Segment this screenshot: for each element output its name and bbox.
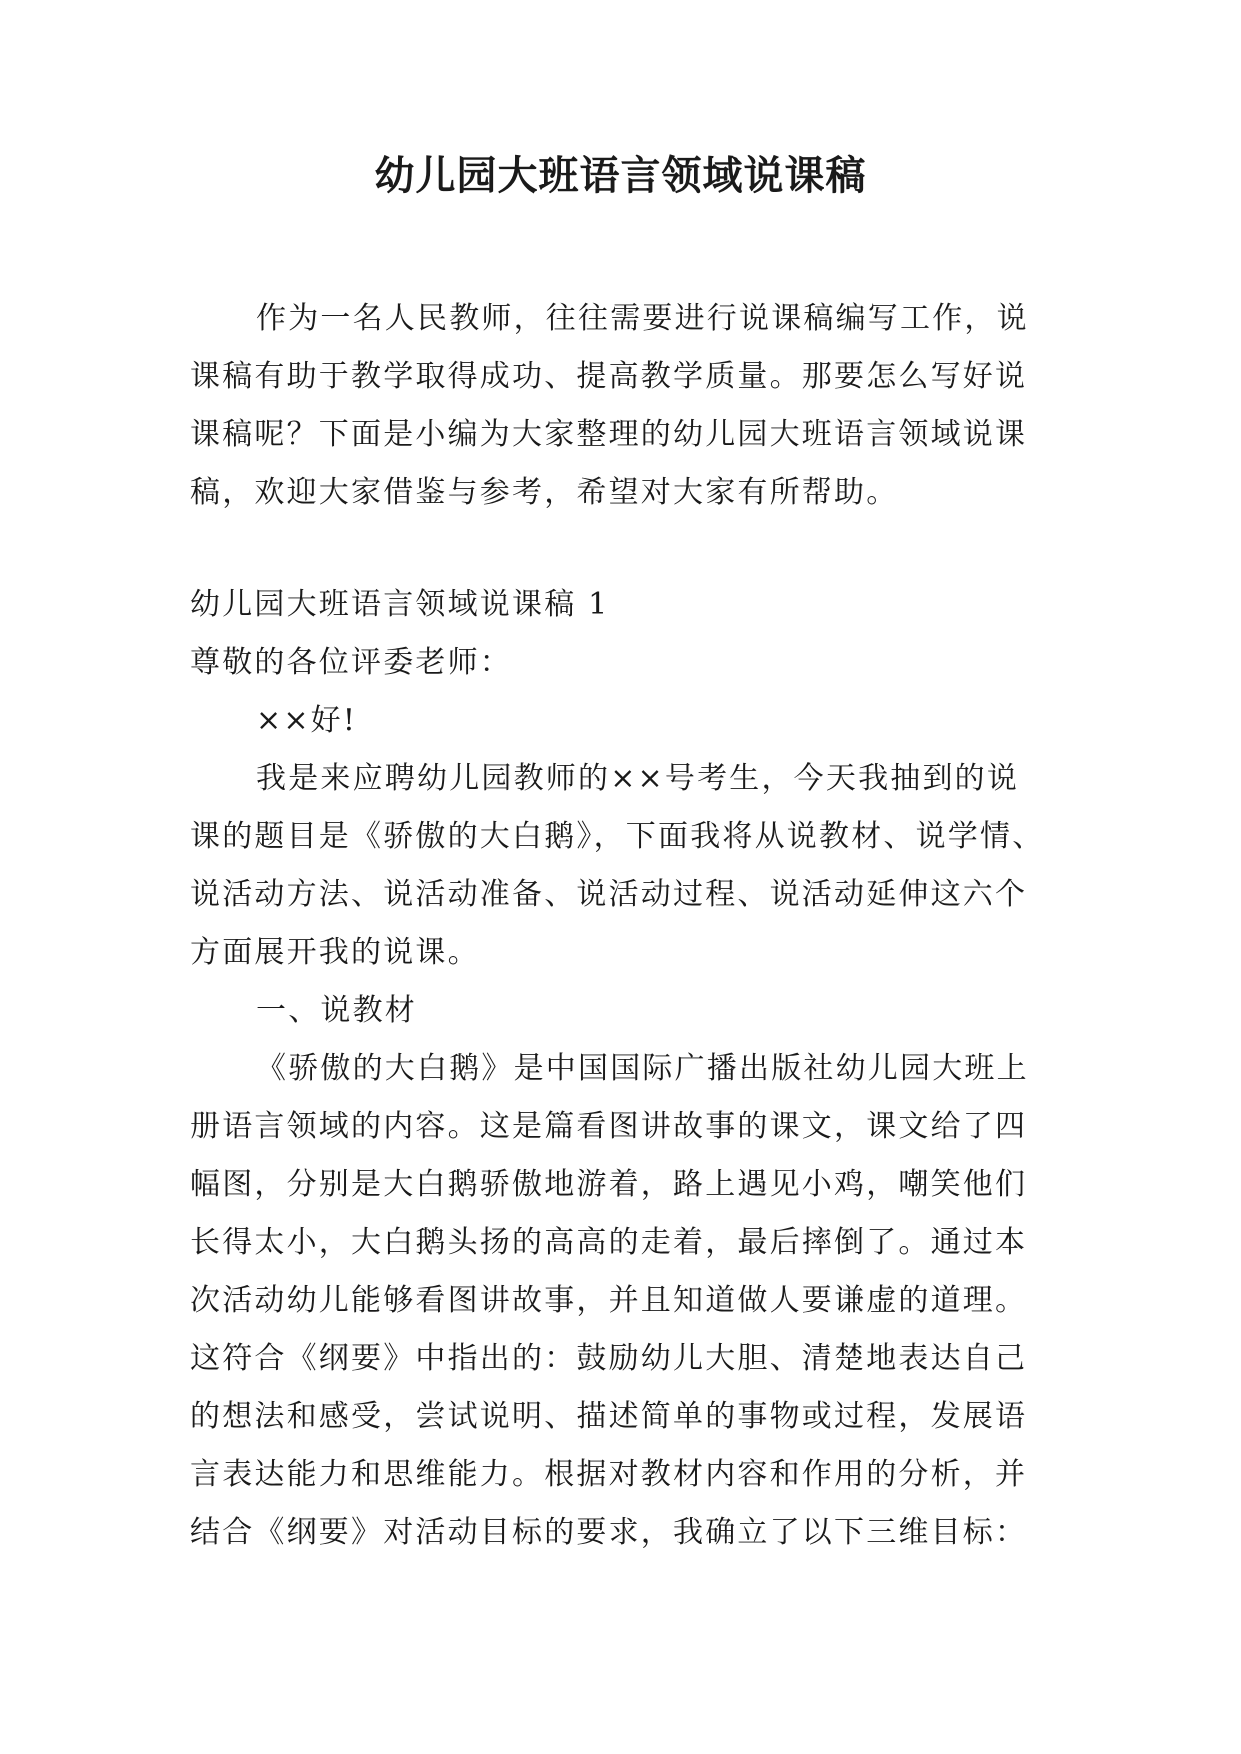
section-heading: 幼儿园大班语言领域说课稿 1	[190, 587, 610, 622]
intro-paragraph: 作为一名人民教师，往往需要进行说课稿编写工作，说课稿有助于教学取得成功、提高教学质量。那要怎么写好说课稿呢？下面是小编为大家整理的幼儿园大班语言领域说课稿，欢迎大家借鉴与参考，希望对大家有所帮助。	[190, 301, 1029, 510]
document-title: 幼儿园大班语言领域说课稿	[374, 153, 867, 199]
subheading-textbook: 一、说教材	[256, 993, 417, 1028]
paragraph-textbook: 《骄傲的大白鹅》是中国国际广播出版社幼儿园大班上册语言领域的内容。这是篇看图讲故事的课文，课文给了四幅图，分别是大白鹅骄傲地游着，路上遇见小鸡，嘲笑他们长得太小，大白鹅头扬的高高的走着，最后摔倒了。通过本次活动幼儿能够看图讲故事，并且知道做人要谦虚的道理。这符合《纲要》中指出的：鼓励幼儿大胆、清楚地表达自己的想法和感受，尝试说明、描述简单的事物或过程，发展语言表达能力和思维能力。根据对教材内容和作用的分析，并结合《纲要》对活动目标的要求，我确立了以下三维目标：	[190, 1051, 1029, 1550]
greeting: ××好!	[256, 703, 358, 738]
intro-block	[190, 290, 1050, 522]
salutation: 尊敬的各位评委老师：	[190, 645, 512, 680]
paragraph-self-introduction: 我是来应聘幼儿园教师的××号考生，今天我抽到的说课的题目是《骄傲的大白鹅》，下面我将从说教材、说学情、说活动方法、说活动准备、说活动过程、说活动延伸这六个方面展开我的说课。	[190, 761, 1045, 970]
main-content	[190, 576, 1050, 1562]
